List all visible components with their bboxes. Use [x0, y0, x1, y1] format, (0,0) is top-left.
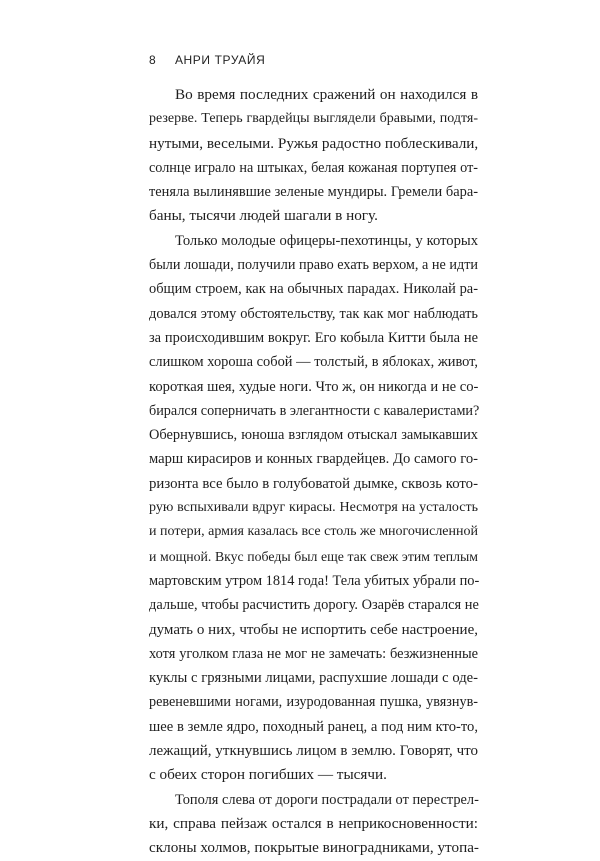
text-line: Во время последних сражений он находился в [175, 86, 478, 103]
text-line: баны, тысячи людей шагали в ногу. [149, 207, 378, 225]
paragraph-1 [149, 83, 478, 229]
text-line: шее в земле ядро, походный ранец, а под ним кто-то, [149, 718, 478, 735]
text-line: довался этому обстоятельству, так как мог наблюдать [149, 305, 478, 322]
text-line: короткая шея, худые ноги. Что ж, он никогда и не со- [149, 378, 479, 395]
text-line: солнце играло на штыках, белая кожаная портупея от- [149, 159, 478, 176]
text-line: слишком хороша собой — толстый, в яблоках, живот, [149, 354, 478, 371]
text-line: Только молодые офицеры-пехотинцы, у которых [175, 232, 478, 249]
text-line: склоны холмов, покрытые виноградниками, утопа- [149, 839, 479, 857]
text-line: Обернувшись, юноша взглядом отыскал замыкавших [149, 427, 478, 444]
text-line: хотя уголком глаза не мог не замечать: безжизненные [149, 645, 478, 662]
text-line: марш кирасиров и конных гвардейцев. До самого го- [149, 451, 478, 468]
text-line: за происходившим вокруг. Его кобыла Китти была не [149, 329, 478, 346]
text-line: ки, справа пейзаж остался в неприкосновенности: [149, 814, 478, 832]
text-line: теняла вылинявшие зеленые мундиры. Гремели бара- [149, 184, 478, 201]
paragraph-3 [149, 788, 478, 861]
text-line: рую вспыхивали вдруг кирасы. Несмотря на усталость [149, 500, 478, 516]
text-line: резерве. Теперь гвардейцы выглядели бравыми, подтя- [149, 111, 478, 127]
text-line: лежащий, уткнувшись лицом в землю. Говорят, что [149, 743, 478, 760]
running-head-author: АНРИ ТРУАЙЯ [174, 53, 266, 67]
text-line: и мощной. Вкус победы был еще так свеж этим теплым [149, 548, 478, 564]
text-line: были лошади, получили право ехать верхом, а не идти [149, 257, 478, 274]
text-line: и потери, армия казалась все столь же многочисленной [149, 524, 478, 540]
text-line: ревеневшими ногами, изуродованная пушка, увязнув- [149, 694, 478, 711]
text-line: ризонта все было в голубоватой дымке, сквозь кото- [149, 475, 478, 492]
text-line: нутыми, веселыми. Ружья радостно поблескивали, [149, 134, 479, 152]
body-text [149, 83, 478, 861]
running-header [149, 53, 479, 71]
text-line: мартовским утром 1814 года! Тела убитых убрали по- [149, 572, 480, 589]
text-line: дальше, чтобы расчистить дорогу. Озарёв старался не [149, 597, 479, 614]
text-line: думать о них, чтобы не испортить себе настроение, [149, 621, 478, 638]
text-line: общим строем, как на обычных парадах. Николай ра- [149, 281, 478, 298]
page-number: 8 [149, 53, 157, 67]
text-line: Тополя слева от дороги пострадали от перестрел- [175, 791, 479, 808]
text-line: бирался соперничать в элегантности с кавалеристами? [149, 402, 480, 419]
paragraph-2 [149, 229, 478, 788]
text-line: куклы с грязными лицами, распухшие лошади с оде- [149, 670, 478, 687]
text-line: с обеих сторон погибших — тысячи. [149, 766, 387, 784]
